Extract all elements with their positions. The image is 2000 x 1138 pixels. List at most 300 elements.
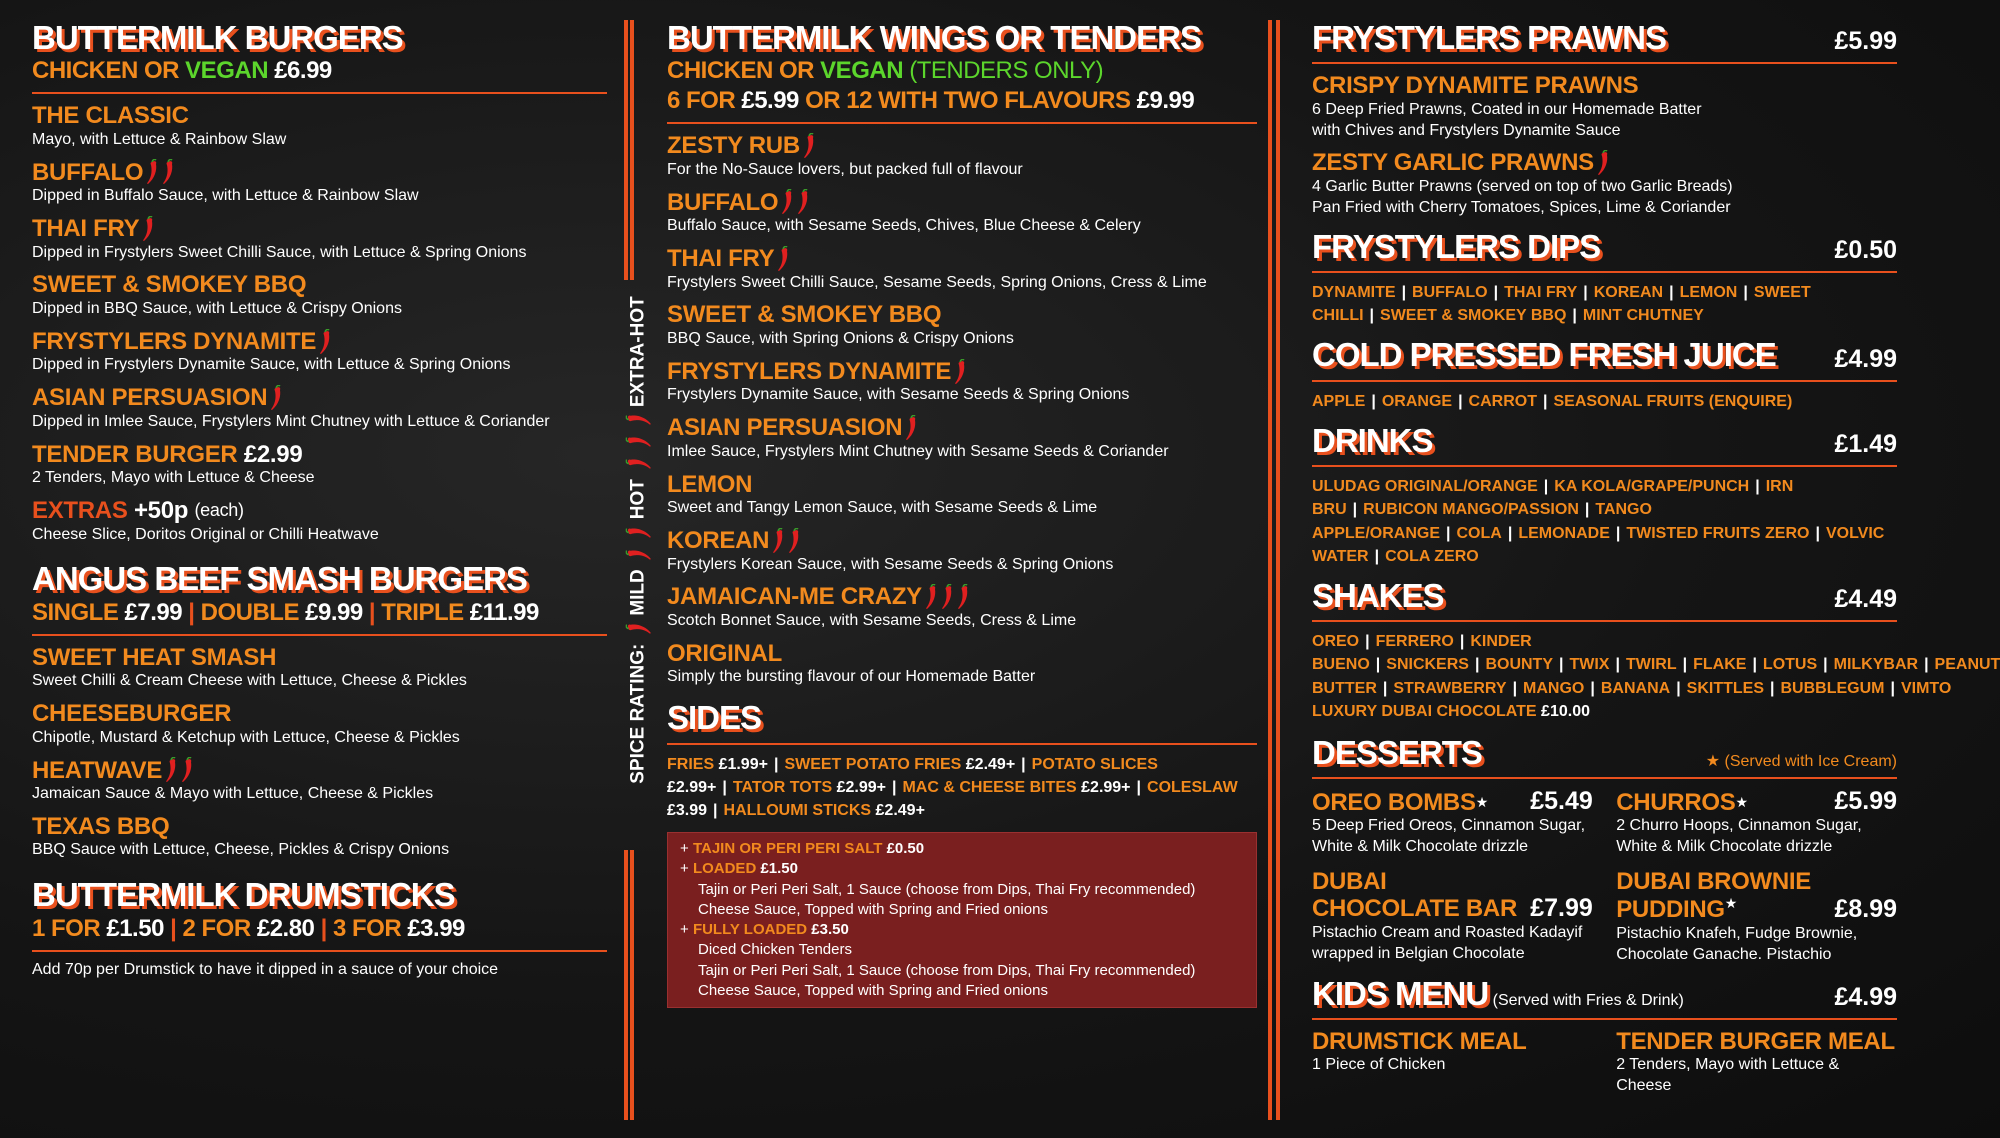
- menu-item: [1312, 72, 1897, 141]
- sides-list: [667, 753, 1257, 823]
- section-title-angus: ANGUS BEEF SMASH BURGERS: [32, 560, 527, 598]
- section-title-juice: COLD PRESSED FRESH JUICE: [1312, 336, 1776, 374]
- dessert-item: [1312, 868, 1593, 966]
- dessert-title-row: [1616, 787, 1897, 816]
- list-item: BOUNTY: [1485, 656, 1553, 674]
- menu-item: [32, 441, 607, 489]
- item-name: LEMON: [667, 470, 753, 498]
- separator: |: [1365, 633, 1370, 651]
- dessert-item: [1616, 868, 1897, 966]
- column-extras: [1312, 19, 2000, 1097]
- kids-item-name: DRUMSTICK MEAL: [1312, 1027, 1527, 1055]
- dips-price: £0.50: [1834, 235, 1897, 264]
- separator: |: [1669, 283, 1674, 301]
- desserts-row: [1312, 787, 1897, 858]
- separator: |: [1382, 679, 1388, 697]
- separator: |: [1352, 501, 1358, 519]
- item-desc: Simply the bursting flavour of our Homemade Batter: [667, 668, 1036, 686]
- vegan-text: VEGAN: [820, 57, 904, 85]
- chili-icon: [626, 525, 652, 538]
- extras-desc: Cheese Slice, Doritos Original or Chilli Heatwave: [32, 525, 379, 543]
- item-desc: Jamaican Sauce & Mayo with Lettuce, Cheese & Pickles: [32, 785, 434, 803]
- dessert-desc: White & Milk Chocolate drizzle: [1616, 838, 1833, 856]
- addon-desc: Cheese Sauce, Topped with Spring and Fried onions: [698, 900, 1048, 918]
- separator: |: [1493, 283, 1499, 301]
- addon-price: £0.50: [886, 840, 925, 858]
- item-desc: Scotch Bonnet Sauce, with Sesame Seeds, Cress & Lime: [667, 612, 1077, 630]
- divider: [1312, 380, 1897, 382]
- size-label: TRIPLE: [381, 598, 464, 626]
- menu-item: [667, 358, 1257, 406]
- separator: |: [1584, 501, 1590, 519]
- list-item-price: £1.99+: [718, 755, 768, 773]
- item-name-row: [667, 527, 1257, 555]
- item-name-row: [32, 757, 607, 785]
- divider-vertical: [624, 20, 628, 280]
- item-name: ASIAN PERSUASION: [667, 414, 903, 442]
- divider: [1312, 777, 1897, 779]
- chili-icon: [772, 528, 785, 554]
- menu-item: [32, 700, 607, 748]
- list-item: [784, 756, 1015, 773]
- dessert-title-row: [1312, 868, 1593, 923]
- luxury-name: LUXURY DUBAI CHOCOLATE: [1312, 702, 1537, 720]
- list-item-name: TATOR TOTS: [732, 778, 837, 796]
- angus-prices: SINGLE £7.99 | DOUBLE £9.99 | TRIPLE £11.99: [32, 598, 539, 626]
- list-item: [667, 756, 768, 773]
- sub-text: CHICKEN OR: [32, 57, 186, 85]
- list-item-name: FRIES: [667, 755, 719, 773]
- item-name-row: [667, 358, 1257, 386]
- item-desc: Dipped in Frystylers Sweet Chilli Sauce, with Lettuce & Spring Onions: [32, 243, 527, 261]
- dessert-price: £5.99: [1834, 787, 1897, 816]
- spice-extra-hot: EXTRA-HOT: [628, 296, 650, 408]
- section-title-burgers: BUTTERMILK BURGERS: [32, 19, 403, 56]
- menu-item: [32, 271, 607, 319]
- item-name-row: [667, 132, 1257, 160]
- chili-icon: [957, 584, 970, 610]
- separator: |: [1474, 656, 1480, 674]
- separator: |: [1507, 524, 1513, 542]
- list-item-price: £2.99+: [667, 778, 717, 796]
- chili-icon: [781, 189, 794, 215]
- addon-row: + FULLY LOADED £3.50: [680, 921, 849, 939]
- list-item: ULUDAG ORIGINAL/ORANGE: [1312, 478, 1538, 496]
- shakes-price: £4.49: [1834, 585, 1897, 614]
- dessert-desc: wrapped in Belgian Chocolate: [1312, 944, 1525, 962]
- menu-item: [32, 328, 607, 376]
- separator: |: [1590, 679, 1595, 697]
- kids-row: [1312, 1028, 1897, 1097]
- section-title-drinks: DRINKS: [1312, 421, 1433, 459]
- list-item: MINT CHUTNEY: [1582, 307, 1704, 325]
- list-item: SWEET CHILLI: [1312, 283, 1811, 325]
- qty-label: 3 FOR: [332, 914, 402, 942]
- chili-icon: [788, 528, 801, 554]
- item-name: SWEET & SMOKEY BBQ: [32, 271, 307, 299]
- spice-label: SPICE RATING:: [628, 643, 650, 784]
- separator: |: [1543, 478, 1549, 496]
- spice-hot: HOT: [628, 479, 650, 520]
- dessert-desc: Pistachio Cream and Roasted Kadayif: [1312, 924, 1583, 941]
- separator: |: [1136, 778, 1142, 796]
- list-item: FLAKE: [1693, 656, 1747, 674]
- extras-label: EXTRAS: [32, 497, 128, 525]
- drinks-price: £1.49: [1834, 430, 1897, 459]
- item-name-row: [32, 384, 607, 412]
- dips-list: [1312, 281, 1897, 327]
- list-item: THAI FRY: [1504, 283, 1578, 301]
- separator: |: [1512, 679, 1518, 697]
- section-title-shakes: SHAKES: [1312, 576, 1444, 614]
- list-item: SNICKERS: [1386, 656, 1469, 674]
- item-name: TEXAS BBQ: [32, 812, 170, 840]
- separator: |: [1752, 656, 1757, 674]
- dessert-item: [1312, 787, 1593, 858]
- wings-prices: [667, 86, 1257, 116]
- addon-desc: Tajin or Peri Peri Salt, 1 Sauce (choose from Dips, Thai Fry recommended): [698, 961, 1196, 979]
- separator: |: [1375, 656, 1381, 674]
- dips-header: [1312, 229, 1897, 265]
- chili-icon: [797, 189, 810, 215]
- star-icon: ★: [1735, 794, 1748, 811]
- separator: |: [1371, 392, 1376, 410]
- menu-item: [32, 644, 607, 692]
- extras: [32, 497, 607, 545]
- divider-vertical: [624, 850, 628, 1120]
- chili-icon: [954, 359, 967, 385]
- list-item: MILKYBAR: [1833, 656, 1919, 674]
- addon-row: + TAJIN OR PERI PERI SALT £0.50: [680, 840, 925, 858]
- list-item: [902, 779, 1130, 796]
- size-price: £9.99: [305, 598, 363, 626]
- item-price: £2.99: [243, 440, 303, 468]
- item-desc: Dipped in Frystylers Dynamite Sauce, with Lettuce & Spring Onions: [32, 356, 511, 374]
- section-title-dips: FRYSTYLERS DIPS: [1312, 227, 1601, 265]
- separator: |: [1743, 283, 1748, 301]
- list-item: VOLVIC WATER: [1312, 524, 1885, 565]
- item-name: CHEESEBURGER: [32, 700, 232, 728]
- list-item: DYNAMITE: [1312, 283, 1396, 301]
- list-item-name: MAC & CHEESE BITES: [902, 778, 1082, 796]
- chili-icon: [626, 457, 652, 470]
- item-name-row: [32, 441, 607, 469]
- divider: [1312, 1018, 1897, 1020]
- sides-addons-box: [667, 832, 1257, 1008]
- item-desc: Frystylers Korean Sauce, with Sesame Seeds & Spring Onions: [667, 555, 1114, 573]
- addon-price: £1.50: [760, 860, 798, 878]
- drinks-list: [1312, 475, 1897, 568]
- item-name: THE CLASSIC: [32, 102, 189, 130]
- chili-icon: [142, 216, 155, 242]
- sub-text: OR 12 WITH TWO FLAVOURS: [798, 87, 1137, 115]
- list-item: APPLE: [1312, 392, 1366, 410]
- item-name-row: [32, 328, 607, 356]
- separator: |: [1676, 679, 1681, 697]
- separator: |: [1401, 283, 1407, 301]
- divider-vertical: [630, 20, 634, 280]
- separator: |: [1369, 307, 1375, 325]
- luxury-shake: [1312, 700, 1897, 723]
- sub-text: 6 FOR: [667, 87, 742, 115]
- menu-item: [667, 132, 1257, 180]
- addon-desc: Tajin or Peri Peri Salt, 1 Sauce (choose from Dips, Thai Fry recommended): [698, 880, 1196, 898]
- list-item: TWISTED FRUITS ZERO: [1626, 524, 1810, 542]
- divider: [32, 634, 607, 636]
- list-item-price: £2.49+: [965, 755, 1016, 773]
- chili-icon: [777, 246, 790, 272]
- kids-item-desc: 2 Tenders, Mayo with Lettuce & Cheese: [1616, 1056, 1840, 1095]
- item-desc: Dipped in Imlee Sauce, Frystylers Mint Chutney with Lettuce & Coriander: [32, 412, 550, 430]
- column-wings: [667, 20, 1257, 1008]
- desserts-header: [1312, 735, 1897, 771]
- wings-price-6: £5.99: [741, 87, 799, 115]
- size-label: SINGLE: [32, 598, 119, 626]
- list-item-name: HALLOUMI STICKS: [723, 801, 876, 819]
- size-price: £7.99: [124, 598, 183, 626]
- item-name: TENDER BURGER: [32, 440, 238, 468]
- chili-icon: [270, 385, 283, 411]
- dessert-desc: Pistachio Knafeh, Fudge Brownie,: [1616, 925, 1858, 942]
- item-name: ZESTY GARLIC PRAWNS: [1312, 149, 1594, 177]
- item-name: BUFFALO: [32, 158, 144, 186]
- list-item: BUBBLEGUM: [1780, 679, 1885, 697]
- item-name: KOREAN: [667, 527, 770, 555]
- extras-row: [32, 497, 607, 525]
- item-desc: Buffalo Sauce, with Sesame Seeds, Chives, Blue Cheese & Celery: [667, 217, 1141, 235]
- item-desc: Dipped in BBQ Sauce, with Lettuce & Crispy Onions: [32, 300, 402, 318]
- chili-icon: [925, 584, 938, 610]
- item-name: ORIGINAL: [667, 639, 782, 667]
- menu-item: [32, 215, 607, 263]
- addon-name: LOADED: [692, 860, 757, 878]
- section-title-desserts: DESSERTS: [1312, 733, 1482, 771]
- item-desc: Mayo, with Lettuce & Rainbow Slaw: [32, 130, 287, 148]
- separator: |: [1021, 755, 1026, 773]
- dessert-name: DUBAI CHOCOLATE BAR: [1312, 867, 1517, 923]
- list-item: VIMTO: [1900, 679, 1952, 697]
- kids-item-name: TENDER BURGER MEAL: [1616, 1027, 1895, 1055]
- item-name: THAI FRY: [32, 215, 140, 243]
- separator: |: [722, 778, 727, 796]
- chili-icon: [626, 435, 652, 448]
- chili-icon: [162, 159, 175, 185]
- separator: |: [1924, 656, 1929, 674]
- list-item: COLA ZERO: [1385, 547, 1479, 565]
- spice-rating: [622, 280, 656, 800]
- column-burgers: [32, 20, 607, 980]
- list-item-price: £2.99+: [1081, 778, 1131, 796]
- dessert-name: OREO BOMBS: [1312, 788, 1476, 816]
- menu-item: [32, 102, 607, 150]
- list-item: SWEET & SMOKEY BBQ: [1380, 307, 1567, 325]
- item-desc: 4 Garlic Butter Prawns (served on top of two Garlic Breads): [1312, 178, 1733, 196]
- extras-each: (each): [194, 500, 244, 521]
- drumstick-prices: 1 FOR £1.50 | 2 FOR £2.80 | 3 FOR £3.99: [32, 914, 465, 942]
- list-item: [733, 779, 886, 796]
- menu-item: [667, 527, 1257, 575]
- list-item-name: SWEET POTATO FRIES: [784, 755, 966, 773]
- dessert-name-wrap: [1616, 868, 1826, 924]
- list-item: TWIX: [1569, 656, 1610, 674]
- item-name: SWEET HEAT SMASH: [32, 643, 277, 671]
- list-item: OREO: [1312, 633, 1360, 651]
- divider: [667, 743, 1257, 745]
- drumstick-note: Add 70p per Drumstick to have it dipped in a sauce of your choice: [32, 960, 499, 978]
- list-item: BUFFALO: [1412, 283, 1488, 301]
- chili-icon: [803, 133, 816, 159]
- separator: |: [1755, 478, 1760, 496]
- section-title-kids: KIDS MENU: [1312, 974, 1489, 1012]
- dessert-price: £5.49: [1530, 787, 1593, 816]
- divider: [32, 92, 607, 94]
- burgers-price: £6.99: [274, 57, 332, 85]
- item-name: JAMAICAN-ME CRAZY: [667, 583, 922, 611]
- separator: |: [1459, 633, 1465, 651]
- addon-desc: Cheese Sauce, Topped with Spring and Fried onions: [698, 981, 1048, 999]
- dessert-title-row: [1312, 787, 1593, 816]
- item-name-row: [32, 215, 607, 243]
- divider: [1312, 465, 1897, 467]
- menu-item: [667, 583, 1257, 631]
- divider-vertical: [1268, 20, 1272, 1120]
- drinks-header: [1312, 423, 1897, 459]
- addon-name: FULLY LOADED: [692, 921, 808, 939]
- wings-subtitle: [667, 56, 1257, 86]
- kids-header: [1312, 976, 1897, 1012]
- separator: |: [1446, 524, 1451, 542]
- item-desc: 6 Deep Fried Prawns, Coated in our Homemade Batter: [1312, 100, 1702, 118]
- sub-text: CHICKEN OR: [667, 57, 821, 85]
- chili-icon: [626, 413, 652, 426]
- list-item: MANGO: [1523, 679, 1585, 697]
- luxury-price: £10.00: [1541, 702, 1590, 720]
- list-item-price: £3.99: [667, 801, 708, 819]
- item-desc: 2 Tenders, Mayo with Lettuce & Cheese: [32, 469, 315, 487]
- section-title-drumsticks: BUTTERMILK DRUMSTICKS: [32, 876, 455, 914]
- list-item: IRN BRU: [1312, 478, 1794, 519]
- separator: |: [1572, 307, 1577, 325]
- item-name: CRISPY DYNAMITE PRAWNS: [1312, 72, 1639, 100]
- separator: |: [1559, 656, 1564, 674]
- chili-icon: [165, 757, 178, 783]
- list-item: KA KOLA/GRAPE/PUNCH: [1554, 478, 1750, 496]
- list-item: LEMON: [1679, 283, 1738, 301]
- menu-item: [32, 384, 607, 432]
- menu-item: [1312, 149, 1897, 218]
- dessert-name-wrap: [1616, 789, 1748, 817]
- separator: |: [1615, 524, 1621, 542]
- chili-icon: [181, 757, 194, 783]
- kids-item: [1616, 1028, 1897, 1097]
- prawns-price: £5.99: [1834, 27, 1897, 56]
- list-item: COLA: [1456, 524, 1502, 542]
- list-item: LOTUS: [1762, 656, 1818, 674]
- menu-item: [667, 640, 1257, 688]
- juice-price: £4.99: [1834, 344, 1897, 373]
- separator: |: [1770, 679, 1775, 697]
- qty-price: £1.50: [106, 914, 164, 942]
- dessert-desc: Chocolate Ganache. Pistachio: [1616, 945, 1832, 963]
- dessert-desc: White & Milk Chocolate drizzle: [1312, 838, 1529, 856]
- list-item: TWIRL: [1625, 656, 1677, 674]
- dessert-name-wrap: [1312, 789, 1488, 817]
- menu-item: [667, 245, 1257, 293]
- extras-price: +50p: [133, 497, 189, 525]
- item-desc: Pan Fried with Cherry Tomatoes, Spices, Lime & Coriander: [1312, 198, 1731, 216]
- desserts-note: ★ (Served with Ice Cream): [1705, 753, 1897, 771]
- juice-header: [1312, 337, 1897, 373]
- menu-item: [667, 301, 1257, 349]
- item-name-row: [667, 189, 1257, 217]
- chili-icon: [626, 547, 652, 560]
- separator: |: [891, 778, 897, 796]
- item-name: ASIAN PERSUASION: [32, 384, 268, 412]
- kids-title-wrap: [1312, 976, 1684, 1012]
- star-icon: ★: [1724, 895, 1738, 912]
- list-item: SKITTLES: [1686, 679, 1765, 697]
- list-item: KOREAN: [1593, 283, 1664, 301]
- item-desc: Frystylers Dynamite Sauce, with Sesame Seeds & Spring Onions: [667, 386, 1130, 404]
- dessert-name: DUBAI BROWNIE PUDDING: [1616, 867, 1811, 924]
- list-item: BANANA: [1600, 679, 1671, 697]
- chili-icon: [941, 584, 954, 610]
- section-title-prawns: FRYSTYLERS PRAWNS: [1312, 19, 1666, 56]
- item-desc: Sweet Chilli & Cream Cheese with Lettuce, Cheese & Pickles: [32, 672, 467, 690]
- addon-desc: Diced Chicken Tenders: [698, 941, 852, 959]
- divider: [667, 122, 1257, 124]
- menu-item: [32, 159, 607, 207]
- list-item: LEMONADE: [1518, 524, 1610, 542]
- chili-icon: [146, 159, 159, 185]
- spice-mild: MILD: [628, 569, 650, 616]
- qty-price: £3.99: [407, 914, 465, 942]
- divider: [32, 950, 607, 952]
- qty-label: 1 FOR: [32, 914, 101, 942]
- shakes-header: [1312, 578, 1897, 614]
- list-item-name: POTATO SLICES: [1031, 755, 1158, 773]
- kids-item-desc: 1 Piece of Chicken: [1312, 1056, 1446, 1074]
- juice-list: [1312, 390, 1897, 413]
- item-name: THAI FRY: [667, 245, 775, 273]
- desserts-row: [1312, 868, 1897, 966]
- item-desc: Frystylers Sweet Chilli Sauce, Sesame Seeds, Spring Onions, Cress & Lime: [667, 273, 1207, 291]
- separator: |: [1815, 524, 1820, 542]
- wings-price-12: £9.99: [1136, 87, 1195, 115]
- separator: |: [1615, 656, 1620, 674]
- item-desc: For the No-Sauce lovers, but packed full of flavour: [667, 160, 1023, 178]
- item-name: FRYSTYLERS DYNAMITE: [32, 327, 317, 355]
- divider-vertical: [630, 850, 634, 1120]
- dessert-desc: 5 Deep Fried Oreos, Cinnamon Sugar,: [1312, 817, 1586, 835]
- kids-note: (Served with Fries & Drink): [1492, 991, 1684, 1009]
- separator: |: [773, 755, 779, 773]
- item-name-row: [667, 245, 1257, 273]
- addon-row: + LOADED £1.50: [680, 860, 798, 878]
- menu-item: [667, 414, 1257, 462]
- list-item: [724, 802, 925, 819]
- dessert-price: £7.99: [1530, 894, 1593, 922]
- star-icon: ★: [1475, 794, 1488, 811]
- dessert-desc: 2 Churro Hoops, Cinnamon Sugar,: [1616, 817, 1862, 835]
- item-desc: BBQ Sauce, with Spring Onions & Crispy Onions: [667, 330, 1014, 348]
- separator: |: [1458, 392, 1463, 410]
- list-item: PEANUT BUTTER: [1312, 656, 2000, 697]
- list-item: SEASONAL FRUITS (ENQUIRE): [1553, 392, 1793, 410]
- dessert-name: CHURROS: [1616, 788, 1736, 816]
- chili-icon: [626, 622, 652, 635]
- divider: [1312, 620, 1897, 622]
